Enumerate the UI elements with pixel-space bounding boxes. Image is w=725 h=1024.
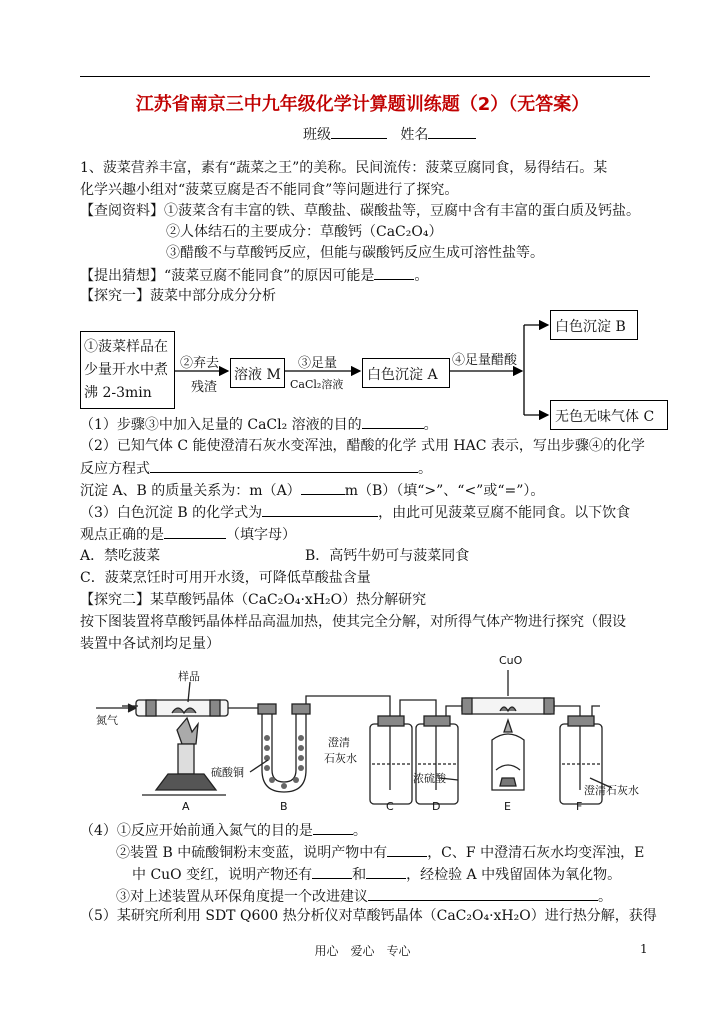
q4-part1-end: 。 xyxy=(352,823,367,839)
reference-item-1: ①菠菜含有丰富的铁、草酸盐、碳酸盐等，豆腐中含有丰富的蛋白质及钙盐。 xyxy=(164,203,640,219)
q4-part2-text: ②装置 B 中硫酸铜粉末变蓝，说明产物中有 xyxy=(116,845,388,861)
label-device-e: E xyxy=(504,800,511,813)
q4-product-blank[interactable] xyxy=(387,842,427,857)
label-copper-sulfate: 硫酸铜 xyxy=(211,766,244,779)
reference-item-2: ②人体结石的主要成分：草酸钙（CaC₂O₄） xyxy=(166,224,443,240)
step2-sublabel: 残渣 xyxy=(191,380,218,395)
page-title: 江苏省南京三中九年级化学计算题训练题（2）（无答案） xyxy=(135,94,590,115)
step2-label: ②弃去 xyxy=(180,356,220,371)
option-a: A．禁吃菠菜 xyxy=(80,548,161,564)
step3-sublabel: CaCl₂溶液 xyxy=(290,378,344,391)
formula-b-conclusion: ，由此可见菠菜豆腐不能同食。以下饮食 xyxy=(378,505,631,521)
exploration-two-line1: 按下图装置将草酸钙晶体样品高温加热，使其完全分解，对所得气体产物进行探究（假设 xyxy=(80,614,626,630)
label-device-c: C xyxy=(386,800,394,813)
q4-part3-text: ③对上述装置从环保角度提一个改进建议 xyxy=(116,889,368,905)
label-conc-sulfuric-acid: 浓硫酸 xyxy=(413,772,446,785)
q4-part1 xyxy=(80,820,367,841)
q4-part1-text: （4）①反应开始前通入氮气的目的是 xyxy=(80,823,313,839)
step3-label: ③足量 xyxy=(298,356,338,371)
hypothesis-text: 【提出猜想】“菠菜豆腐不能同食”的原因可能是 xyxy=(80,268,375,284)
q4-part2-line1 xyxy=(116,842,644,863)
page-number: 1 xyxy=(640,942,648,956)
q4-suggestion-blank[interactable] xyxy=(368,886,598,901)
option-c: C．菠菜烹饪时可用开水烫，可降低草酸盐含量 xyxy=(80,570,371,586)
flow-box-gas-c: 无色无味气体 C xyxy=(550,400,668,430)
reference-item-3: ③醋酸不与草酸钙反应，但能与碳酸钙反应生成可溶性盐等。 xyxy=(166,245,544,261)
exploration-one-heading: 【探究一】菠菜中部分成分分析 xyxy=(80,288,276,304)
q5-line: （5）某研究所利用 SDT Q600 热分析仪对草酸钙晶体（CaC₂O₄·xH₂O）进行热分解，获得 xyxy=(80,908,657,924)
q4-part3-end: 。 xyxy=(598,889,612,905)
label-limewater-c-line2: 石灰水 xyxy=(324,752,357,765)
q1-intro-line2: 化学兴趣小组对“菠菜豆腐是否不能同食”等问题进行了探究。 xyxy=(80,182,459,198)
diet-question: 观点正确的是 xyxy=(80,527,164,543)
label-device-d: D xyxy=(432,800,441,813)
diet-hint: （填字母） xyxy=(226,527,296,543)
page-footer: 用心 爱心 专心 xyxy=(314,944,411,958)
label-limewater-f: 澄清石灰水 xyxy=(584,784,639,797)
label-nitrogen: 氮气 xyxy=(96,714,118,727)
name-label: 姓名 xyxy=(400,127,429,143)
flow-box-sample-line2: 少量开水中煮 xyxy=(84,362,168,378)
formula-b-text: （3）白色沉淀 B 的化学式为 xyxy=(80,505,263,521)
option-b: B．高钙牛奶可与菠菜同食 xyxy=(305,548,470,564)
flow-box-solution-m: 溶液 M xyxy=(230,358,285,388)
flow-box-sample-line3: 沸 2-3min xyxy=(84,385,152,401)
q4-and: 和 xyxy=(352,867,367,883)
q1-part1-text: （1）步骤③中加入足量的 CaCl₂ 溶液的目的 xyxy=(80,417,362,433)
hypothesis-end: 。 xyxy=(414,268,429,284)
q1-intro-line1: 1、菠菜营养丰富，素有“蔬菜之王”的美称。民间流传：菠菜豆腐同食，易得结石。某 xyxy=(80,160,608,176)
equation-label: 反应方程式 xyxy=(80,461,150,477)
class-label: 班级 xyxy=(303,127,331,143)
flow-box-precipitate-b: 白色沉淀 B xyxy=(550,310,638,340)
q4-part2-text4: ，经检验 A 中残留固体为氧化物。 xyxy=(406,867,622,883)
q4-part2-line2 xyxy=(132,864,621,885)
mass-relation-text: 沉淀 A、B 的质量关系为：m（A） xyxy=(80,483,301,499)
exploration-two-line2: 装置中各试剂均足量） xyxy=(80,636,220,652)
q4-part2-text3: 中 CuO 变红，说明产物还有 xyxy=(132,867,313,883)
flow-box-precipitate-a: 白色沉淀 A xyxy=(362,358,450,388)
equation-end: 。 xyxy=(418,461,432,477)
q4-product-blank-3[interactable] xyxy=(366,864,406,879)
label-sample: 样品 xyxy=(178,670,200,683)
q4-part2-text2: ，C、F 中澄清石灰水均变浑浊，E xyxy=(427,845,645,861)
label-limewater-c-line1: 澄清 xyxy=(328,736,350,749)
reference-heading: 【查阅资料】 xyxy=(80,203,164,219)
label-device-a: A xyxy=(182,800,190,813)
step4-label: ④足量醋酸 xyxy=(452,353,518,368)
label-device-f: F xyxy=(576,800,583,813)
q4-part3 xyxy=(116,886,612,907)
flow-box-sample-line1: ①菠菜样品在 xyxy=(84,339,168,355)
exploration-two-heading: 【探究二】某草酸钙晶体（CaC₂O₄·xH₂O）热分解研究 xyxy=(80,592,427,608)
label-cuo: CuO xyxy=(499,654,523,667)
label-device-b: B xyxy=(280,800,288,813)
q4-part1-blank[interactable] xyxy=(313,820,353,835)
q1-part1-end: 。 xyxy=(423,417,438,433)
q4-product-blank-2[interactable] xyxy=(312,864,352,879)
q1-part2-line1: （2）已知气体 C 能使澄清石灰水变浑浊，醋酸的化学 式用 HAC 表示，写出步骤④的化学 xyxy=(80,438,645,454)
mass-relation-hint: m（B）（填“>”、“<”或“=”）。 xyxy=(344,483,545,499)
